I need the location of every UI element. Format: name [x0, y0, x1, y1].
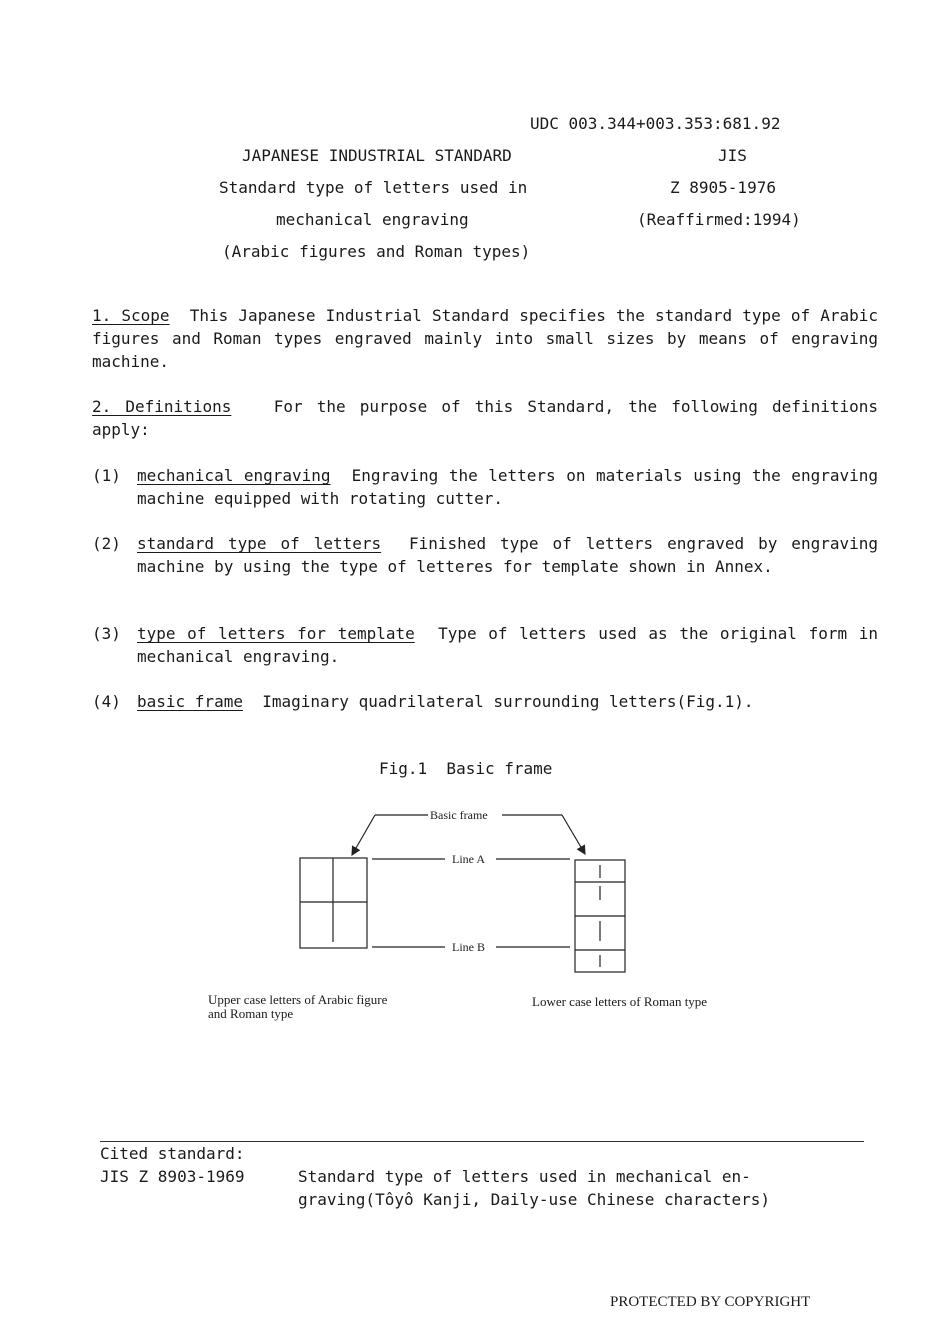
frame-label: Basic frame	[430, 808, 488, 822]
definition-text: Engraving the letters on materials using the engraving machine equipped with rotating cutter.	[137, 466, 878, 508]
definitions-section	[92, 395, 878, 441]
standard-title-line-1: Standard type of letters used in	[219, 178, 528, 197]
definitions-text: For the purpose of this Standard, the following definitions apply:	[92, 397, 878, 439]
basic-frame-figure	[0, 790, 950, 1050]
upper-case-caption-line-1: Upper case letters of Arabic figure	[208, 992, 388, 1007]
udc-number: UDC 003.344+003.353:681.92	[530, 114, 781, 133]
definition-item-2	[92, 532, 878, 578]
scope-heading: 1. Scope	[92, 306, 170, 325]
frame-leader-right-arrow	[562, 815, 585, 854]
copyright-notice: PROTECTED BY COPYRIGHT	[610, 1294, 811, 1310]
jis-label: JIS	[718, 146, 747, 165]
definitions-heading: 2. Definitions	[92, 397, 232, 416]
cited-divider	[100, 1141, 864, 1142]
definition-item-4	[92, 690, 878, 713]
cited-code: JIS Z 8903-1969	[100, 1167, 245, 1186]
reaffirmed-date: (Reaffirmed:1994)	[637, 210, 801, 229]
definition-item-1	[92, 464, 878, 510]
cited-title-line-1: Standard type of letters used in mechanical en-	[298, 1167, 751, 1186]
definition-number: (1)	[92, 466, 121, 485]
definition-text: Type of letters used as the original form in mechanical engraving.	[137, 624, 879, 666]
scope-section	[92, 304, 878, 373]
line-b-label: Line B	[452, 940, 485, 954]
figure-title: Fig.1 Basic frame	[379, 759, 553, 778]
definition-text: Imaginary quadrilateral surrounding letters(Fig.1).	[262, 692, 754, 711]
definition-number: (2)	[92, 534, 121, 553]
definition-number: (4)	[92, 692, 121, 711]
definition-term: mechanical engraving	[137, 466, 331, 485]
definition-number: (3)	[92, 624, 121, 643]
lower-case-caption: Lower case letters of Roman type	[532, 994, 708, 1009]
upper-case-caption-line-2: and Roman type	[208, 1006, 294, 1021]
frame-leader-left-arrow	[352, 815, 375, 855]
cited-heading: Cited standard:	[100, 1144, 245, 1163]
standard-org-title: JAPANESE INDUSTRIAL STANDARD	[242, 146, 512, 165]
definition-item-3	[92, 622, 878, 668]
standard-title-line-2: mechanical engraving	[276, 210, 469, 229]
jis-number: Z 8905-1976	[670, 178, 776, 197]
line-a-label: Line A	[452, 852, 485, 866]
definition-term: standard type of letters	[137, 534, 382, 553]
definition-term: type of letters for template	[137, 624, 415, 643]
scope-text: This Japanese Industrial Standard specifies the standard type of Arabic figures and Roman types engraved mainly into small sizes by means of engraving machine.	[92, 306, 879, 371]
definition-term: basic frame	[137, 692, 243, 711]
cited-title-line-2: graving(Tôyô Kanji, Daily-use Chinese characters)	[298, 1190, 771, 1209]
definition-text: Finished type of letters engraved by engraving machine by using the type of letteres for template shown in Annex.	[137, 534, 878, 576]
standard-title-line-3: (Arabic figures and Roman types)	[222, 242, 531, 261]
